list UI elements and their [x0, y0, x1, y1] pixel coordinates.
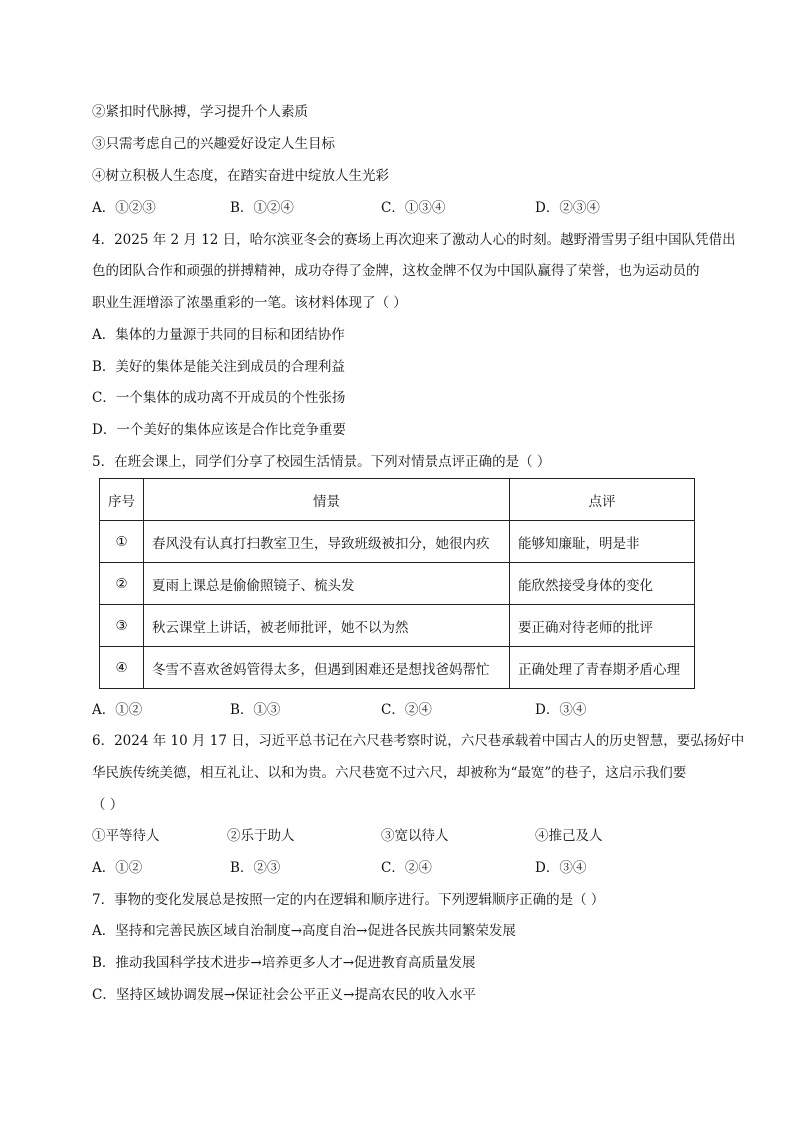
- q6-stem-line-2: 华民族传统美德，相互礼让、以和为贵。六尺巷宽不过六尺，却被称为“最宽”的巷子，这启示我们要: [92, 765, 687, 781]
- q3-option-b: B．①②④: [230, 200, 294, 216]
- q6-statement-3: ③宽以待人: [381, 828, 449, 844]
- statement-4: ④树立积极人生态度，在踏实奋进中绽放人生光彩: [92, 168, 389, 184]
- q6-statement-2: ②乐于助人: [227, 828, 295, 844]
- table-row: [100, 605, 695, 647]
- q5-stem: 5．在班会课上，同学们分享了校园生活情景。下列对情景点评正确的是（ ）: [92, 454, 551, 470]
- table-row: [100, 521, 695, 563]
- q6-option-b: B．②③: [230, 860, 281, 876]
- q6-option-a: A．①②: [92, 860, 143, 876]
- row-comment: 正确处理了青春期矛盾心理: [510, 647, 695, 689]
- q5-option-d: D．③④: [535, 702, 587, 718]
- header-index: 序号: [100, 479, 144, 521]
- q6-option-d: D．③④: [535, 860, 587, 876]
- q6-statement-4: ④推己及人: [535, 828, 603, 844]
- q7-option-a: A．坚持和完善民族区域自治制度→高度自治→促进各民族共同繁荣发展: [92, 923, 516, 939]
- row-comment: 能够知廉耻，明是非: [510, 521, 695, 563]
- q4-option-b: B．美好的集体是能关注到成员的合理利益: [92, 359, 345, 375]
- row-index: ①: [100, 521, 144, 563]
- table-row: [100, 647, 695, 689]
- q4-stem-line-1: 4．2025 年 2 月 12 日，哈尔滨亚冬会的赛场上再次迎来了激动人心的时刻。越野滑雪男子组中国队凭借出: [92, 232, 736, 248]
- row-index: ④: [100, 647, 144, 689]
- row-scenario: 秋云课堂上讲话，被老师批评，她不以为然: [144, 605, 510, 647]
- row-scenario: 夏雨上课总是偷偷照镜子、梳头发: [144, 563, 510, 605]
- row-index: ③: [100, 605, 144, 647]
- q6-option-c: C．②④: [381, 860, 432, 876]
- row-comment: 能欣然接受身体的变化: [510, 563, 695, 605]
- row-scenario: 冬雪不喜欢爸妈管得太多，但遇到困难还是想找爸妈帮忙: [144, 647, 510, 689]
- q4-option-c: C．一个集体的成功离不开成员的个性张扬: [92, 390, 346, 406]
- q4-stem-line-3: 职业生涯增添了浓墨重彩的一笔。该材料体现了（ ）: [92, 295, 407, 311]
- q3-option-c: C．①③④: [381, 200, 446, 216]
- row-scenario: 春风没有认真打扫教室卫生，导致班级被扣分，她很内疚: [144, 521, 510, 563]
- q5-option-c: C．②④: [381, 702, 432, 718]
- q7-stem: 7．事物的变化发展总是按照一定的内在逻辑和顺序进行。下列逻辑顺序正确的是（ ）: [92, 892, 605, 908]
- q6-statement-1: ①平等待人: [92, 828, 160, 844]
- row-index: ②: [100, 563, 144, 605]
- header-scenario: 情景: [144, 479, 510, 521]
- q7-option-c: C．坚持区域协调发展→保证社会公平正义→提高农民的收入水平: [92, 987, 476, 1003]
- table-row: [100, 563, 695, 605]
- q3-option-d: D．②③④: [535, 200, 600, 216]
- statement-3: ③只需考虑自己的兴趣爱好设定人生目标: [92, 136, 335, 152]
- q6-stem-line-1: 6．2024 年 10 月 17 日，习近平总书记在六尺巷考察时说，六尺巷承载着中国古人的历史智慧，要弘扬好中: [92, 733, 745, 749]
- q5-option-b: B．①③: [230, 702, 281, 718]
- q4-option-d: D．一个美好的集体应该是合作比竞争重要: [92, 422, 346, 438]
- q4-stem-line-2: 色的团队合作和顽强的拼搏精神，成功夺得了金牌，这枚金牌不仅为中国队赢得了荣誉，也为运动员的: [92, 263, 700, 279]
- table-header-row: [100, 479, 695, 521]
- scenario-table: [99, 478, 695, 689]
- header-comment: 点评: [510, 479, 695, 521]
- q6-stem-line-3: （ ）: [92, 797, 124, 813]
- q3-option-a: A．①②③: [92, 200, 156, 216]
- row-comment: 要正确对待老师的批评: [510, 605, 695, 647]
- q5-option-a: A．①②: [92, 702, 143, 718]
- statement-2: ②紧扣时代脉搏，学习提升个人素质: [92, 104, 308, 120]
- q4-option-a: A．集体的力量源于共同的目标和团结协作: [92, 327, 345, 343]
- q7-option-b: B．推动我国科学技术进步→培养更多人才→促进教育高质量发展: [92, 955, 476, 971]
